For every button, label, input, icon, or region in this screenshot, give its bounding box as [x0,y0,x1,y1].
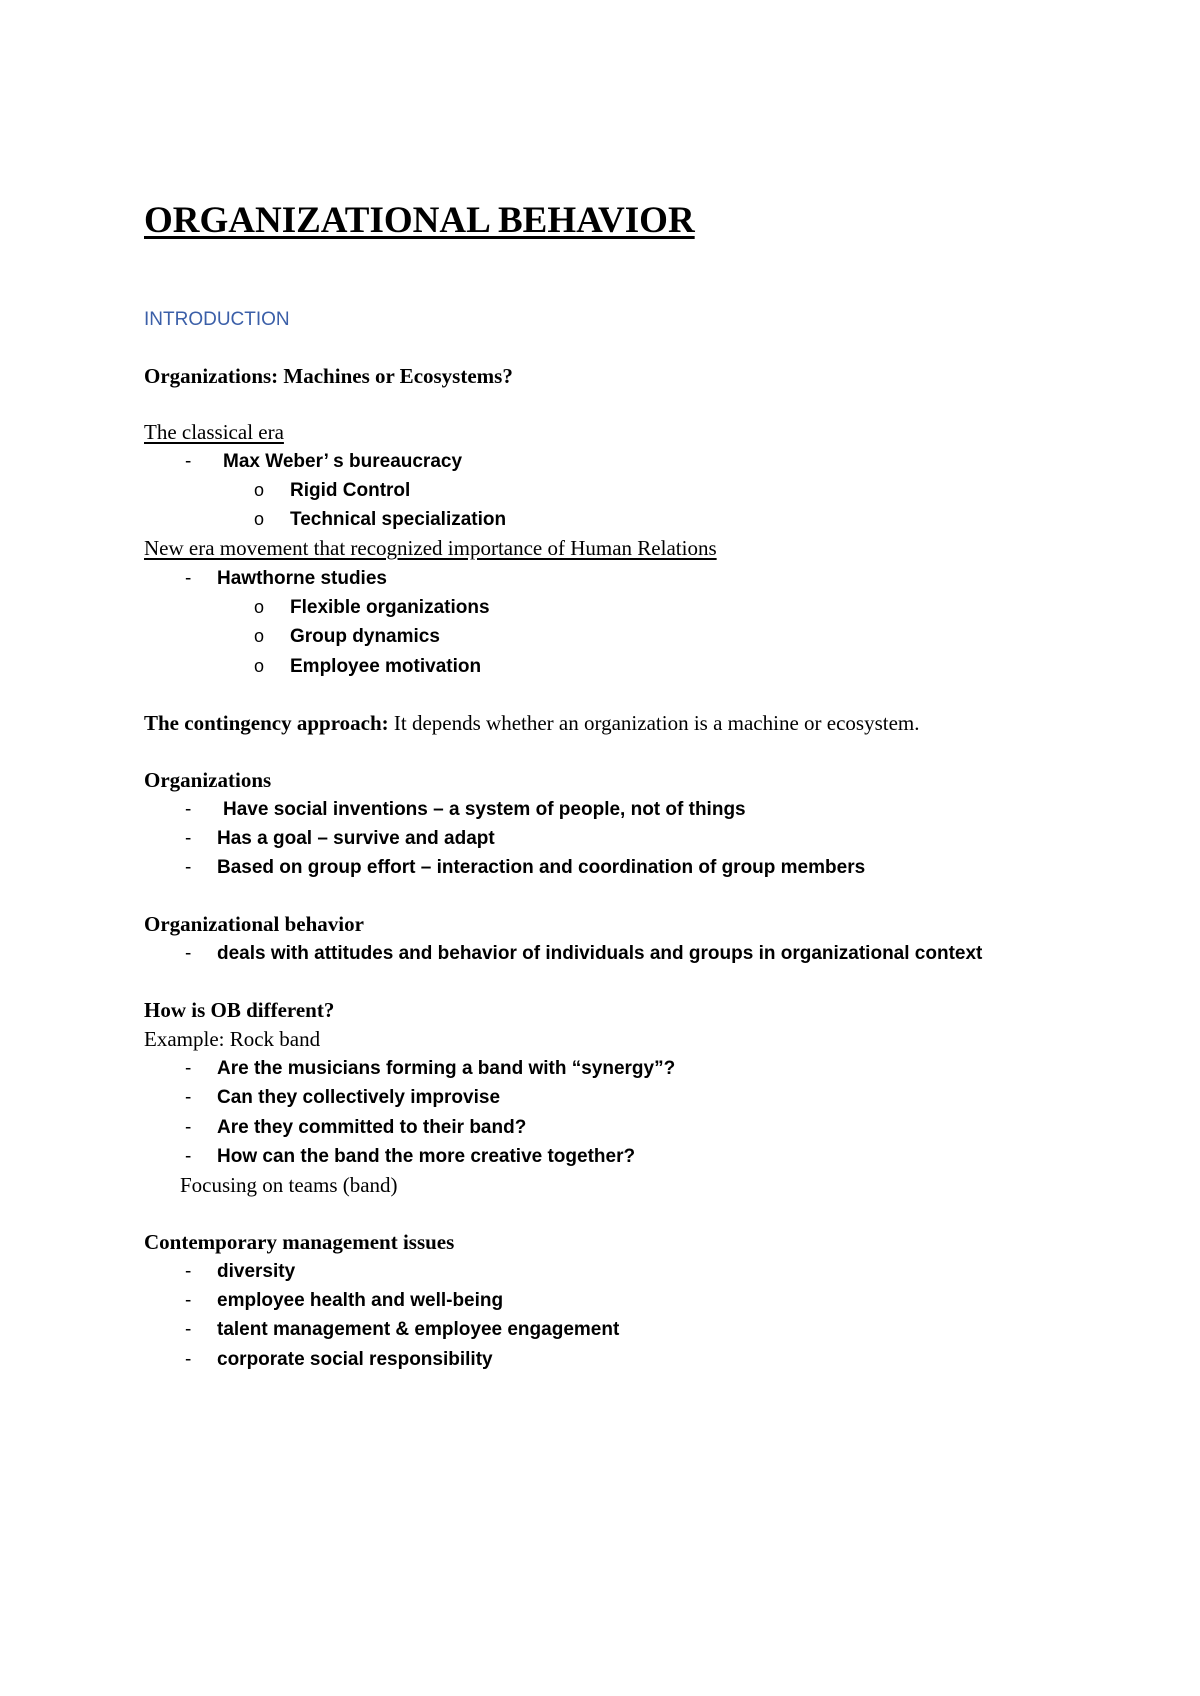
dash-bullet: - [185,943,192,964]
list-item-group-dynamics: Group dynamics [290,626,440,647]
dash-bullet: - [185,1290,192,1311]
example-label: Example: Rock band [144,1027,321,1051]
circle-bullet: o [254,509,265,529]
classical-era-label: The classical era [144,420,284,444]
contingency-line [144,709,920,738]
list-item-ob-1: deals with attitudes and behavior of individuals and groups in organizational context [217,943,983,964]
list-item-org-2: Has a goal – survive and adapt [217,828,495,849]
section-label-introduction: INTRODUCTION [144,309,290,330]
list-item-hawthorne: Hawthorne studies [217,568,387,589]
dash-bullet: - [185,1261,192,1282]
dash-bullet: - [185,828,192,849]
heading-contemporary-issues: Contemporary management issues [144,1230,455,1254]
list-item-flexible: Flexible organizations [290,597,490,618]
dash-bullet: - [185,451,192,472]
list-item-issue-4: corporate social responsibility [217,1349,493,1370]
dash-bullet: - [185,857,192,878]
focusing-note: Focusing on teams (band) [180,1173,398,1197]
heading-how-is-ob-different: How is OB different? [144,998,335,1022]
circle-bullet: o [254,597,265,617]
list-item-org-1: Have social inventions – a system of people, not of things [223,799,746,820]
dash-bullet: - [185,1117,192,1138]
heading-machines-or-ecosystems: Organizations: Machines or Ecosystems? [144,364,513,388]
list-item-band-4: How can the band the more creative together? [217,1146,636,1167]
dash-bullet: - [185,1349,192,1370]
heading-organizational-behavior: Organizational behavior [144,912,364,936]
dash-bullet: - [185,1146,192,1167]
list-item-technical-specialization: Technical specialization [290,509,507,530]
contingency-label: The contingency approach: [144,711,389,735]
list-item-issue-2: employee health and well-being [217,1290,504,1311]
new-era-label: New era movement that recognized importance of Human Relations [144,536,717,560]
list-item-org-3: Based on group effort – interaction and coordination of group members [217,857,866,878]
list-item-band-1: Are the musicians forming a band with “synergy”? [217,1058,676,1079]
dash-bullet: - [185,1087,192,1108]
dash-bullet: - [185,1319,192,1340]
circle-bullet: o [254,480,265,500]
dash-bullet: - [185,568,192,589]
list-item-band-3: Are they committed to their band? [217,1117,527,1138]
circle-bullet: o [254,626,265,646]
heading-organizations: Organizations [144,768,272,792]
circle-bullet: o [254,656,265,676]
list-item-weber: Max Weber’ s bureaucracy [223,451,463,472]
list-item-issue-3: talent management & employee engagement [217,1319,620,1340]
dash-bullet: - [185,799,192,820]
list-item-employee-motivation: Employee motivation [290,656,482,677]
document-title: ORGANIZATIONAL BEHAVIOR [144,200,695,241]
list-item-issue-1: diversity [217,1261,296,1282]
list-item-rigid-control: Rigid Control [290,480,411,501]
dash-bullet: - [185,1058,192,1079]
list-item-band-2: Can they collectively improvise [217,1087,501,1108]
contingency-text: It depends whether an organization is a machine or ecosystem. [388,711,920,735]
